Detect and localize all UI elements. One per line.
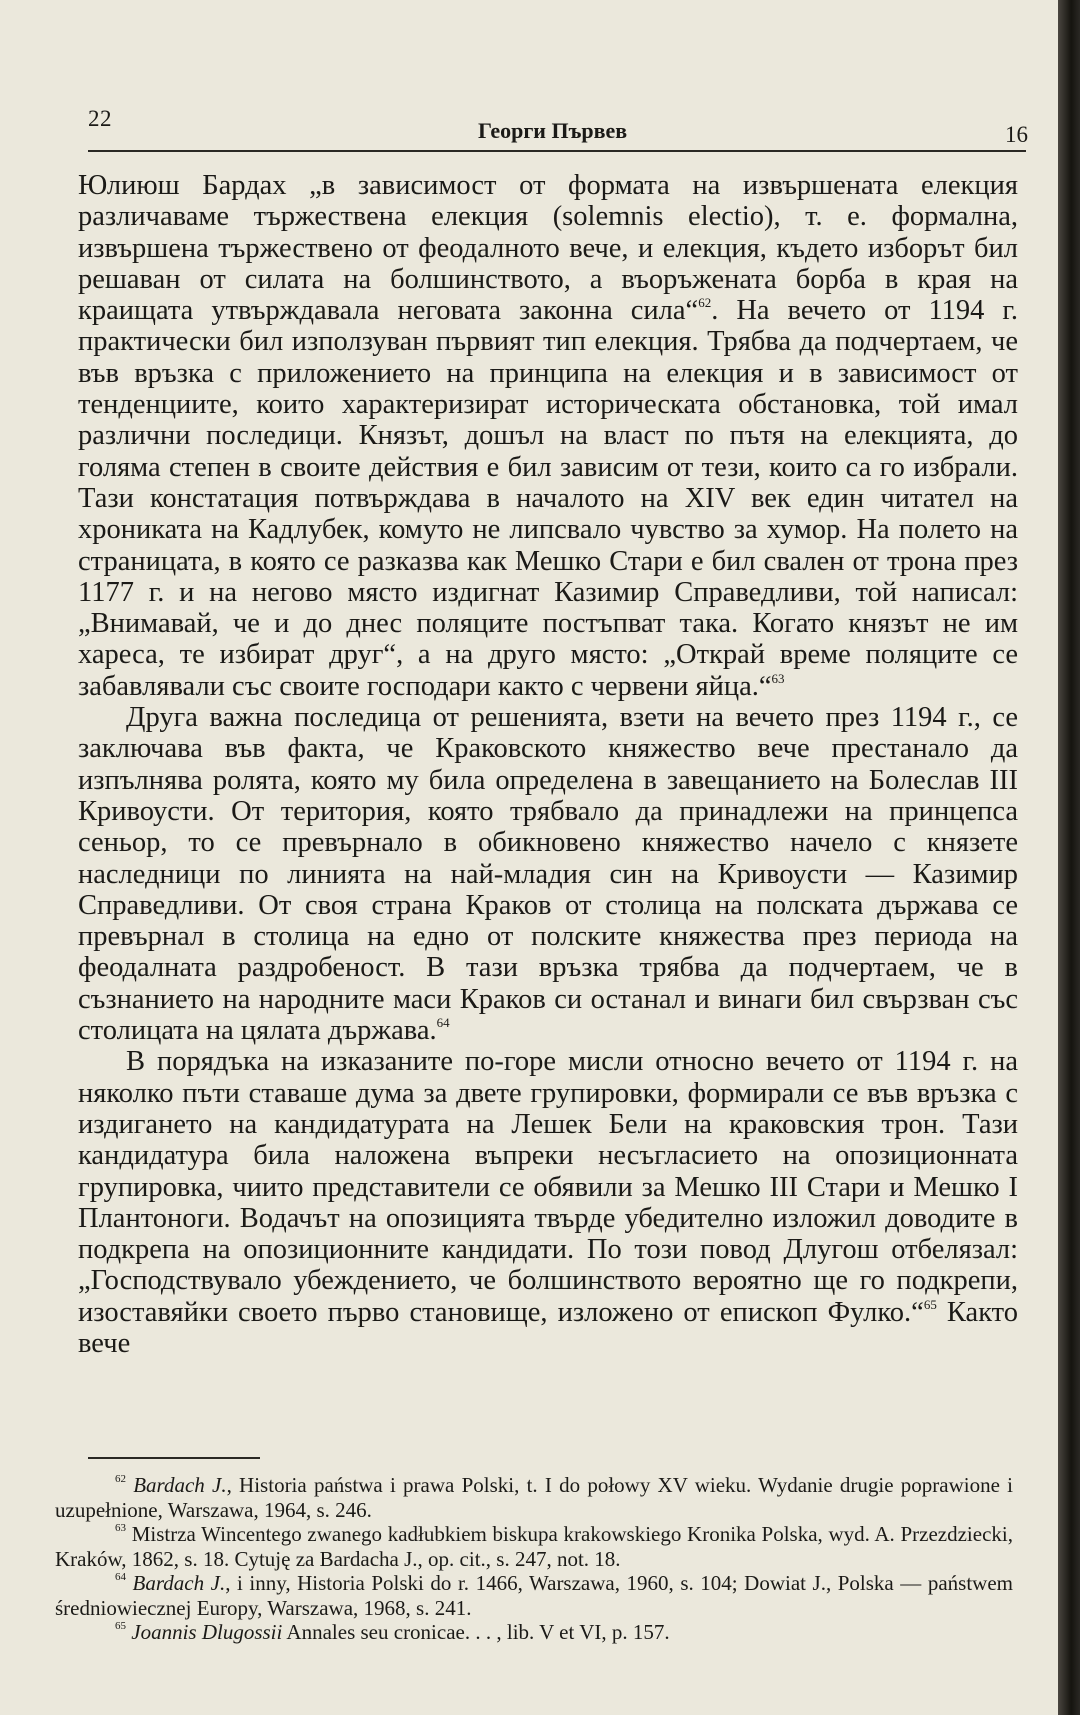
paragraph-text: . На вечето от 1194 г. практически бил използуван първият тип елекция. Трябва да подчертаем, че във връзка с приложението на принципа на елекция и в зависимост от тенденциите, които характеризират историческата обстановка, той имал различни последици. Князът, дошъл на власт по пътя на елекцията, до голяма степен в своите действия е бил зависим от тези, които са го избрали. Тази констатация потвърждава в началото на XIV век един читател на хрониката на Кадлубек, комуто не липсвало чувство за хумор. На полето на страницата, в която се разказва как Мешко Стари е бил свален от трона през 1177 г. и на негово място издигнат Казимир Справедливи, той написал: „Внимавай, че и до днес поляците постъпват така. Когато князът не им хареса, те избират друг“, а на друго място: „Открай време поляците се забавлявали със своите господари както с червени яйца.“ <box>78 295 1018 702</box>
footnote-text: , Historia państwa i prawa Polski, t. I do połowy XV wieku. Wydanie drugie poprawione i uzupełnione, Warszawa, 1964, s. 246. <box>55 1473 1013 1522</box>
paragraph <box>78 1046 1018 1359</box>
paragraph <box>78 702 1018 1046</box>
footnote-number: 65 <box>115 1620 126 1632</box>
paragraph-text: В порядъка на изказаните по-горе мисли относно вечето от 1194 г. на няколко пъти ставаше дума за двете групировки, формирали се във връзка с издигането на кандидатурата на Лешек Бели на краковския трон. Тази кандидатура била наложена въпреки несъгласието на опозиционната групировка, чиито представители се обявили за Мешко III Стари и Мешко I Плантоноги. Водачът на опозицията твърде убедително изложил доводите в подкрепа на опозиционните кандидати. По този повод Длугош отбелязал: „Господствувало убеждението, че болшинството вероятно ще го подкрепи, изоставяйки своето първо становище, изложено от епископ Фулко.“ <box>78 1046 1018 1328</box>
footnote-ref: 64 <box>436 1015 450 1031</box>
footnote-number: 62 <box>115 1473 126 1485</box>
footnote-number: 64 <box>115 1571 126 1583</box>
paragraph-text: Както вече <box>78 1296 1018 1359</box>
footnote <box>55 1571 1013 1620</box>
footnote-author: Bardach J. <box>133 1473 227 1497</box>
footnote-ref: 63 <box>771 670 785 686</box>
paragraph <box>78 170 1018 702</box>
paragraph-text: Друга важна последица от решенията, взети на вечето през 1194 г., се заключава във факта, че Краковското княжество вече престанало да изпълнява ролята, която му била определена в завещанието на Болеслав III Кривоусти. От територия, която трябвало да принадлежи на принцепса сеньор, то се превърнало в обикновено княжество начело с князете наследници по линията на най-младия син на Кривоусти — Казимир Справедливи. От своя страна Краков от столица на полската държава се превърнал в столица на едно от полските княжества през периода на феодалната раздробеност. В тази връзка трябва да подчертаем, че в съзнанието на народните маси Краков си останал и винаги бил свързван със столицата на цялата държава. <box>78 702 1018 1047</box>
page-number-right: 16 <box>1005 122 1028 147</box>
footnote <box>55 1620 1013 1645</box>
footnote <box>55 1473 1013 1522</box>
footnote-text: , i inny, Historia Polski do r. 1466, Warszawa, 1960, s. 104; Dowiat J., Polska — państwem średniowiecznej Europy, Warszawa, 1968, s. 241. <box>55 1571 1013 1620</box>
footnote-number: 63 <box>115 1522 126 1534</box>
header-title: Георги Първев <box>478 118 628 143</box>
footnotes <box>55 1473 1013 1645</box>
footnote <box>55 1522 1013 1571</box>
page-number-left: 22 <box>88 106 112 131</box>
header-rule <box>88 150 1026 152</box>
footnote-text: Annales seu cronicae. . . , lib. V et VI, p. 157. <box>282 1620 670 1644</box>
footnote-ref: 62 <box>698 295 712 311</box>
binding-edge <box>1058 0 1080 1715</box>
footnote-text: Mistrza Wincentego zwanego kadłubkiem biskupa krakowskiego Kronika Polska, wyd. A. Przezdziecki, Kraków, 1862, s. 18. Cytuję za Bardacha J., op. cit., s. 247, not. 18. <box>55 1522 1013 1571</box>
footnote-author: Bardach J. <box>132 1571 226 1595</box>
body-text <box>78 170 1018 1359</box>
footnote-rule <box>88 1457 260 1459</box>
running-header <box>88 104 1028 150</box>
paragraph-text: Юлиюш Бардах „в зависимост от формата на извършената елекция различаваме тържествена елекция (solemnis electio), т. е. формална, извършена тържествено от феодалното вече, и елекция, където изборът бил решаван от силата на болшинството, а въоръжената борба в края на краищата утвърждавала неговата законна сила“ <box>78 170 1018 327</box>
footnote-ref: 65 <box>923 1296 937 1312</box>
footnote-author: Joannis Dlugossii <box>131 1620 283 1644</box>
